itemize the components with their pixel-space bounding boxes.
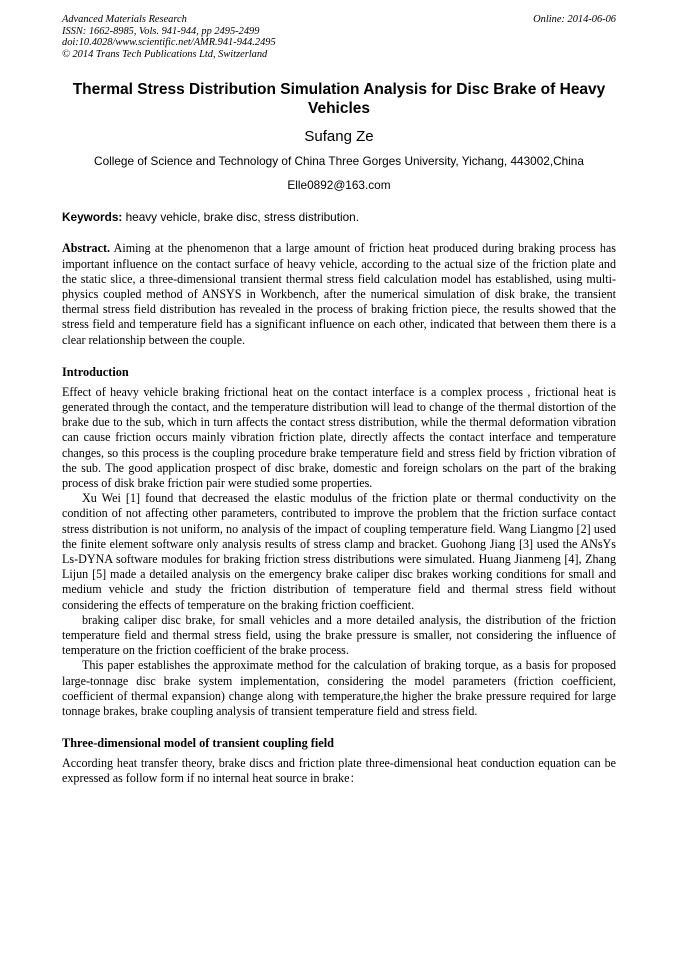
abstract-text: Aiming at the phenomenon that a large amount of friction heat produced during braking process has important influence on the contact surface of heavy vehicle, according to the actual size of the friction plate and the static slice, a three-dimensional transient thermal stress field calculation model has established, using multi-physics coupled method of ANSYS in Workbench, after the numerical simulation of disk brake, the transient thermal stress field distribution has revealed in the process of braking friction piece, the results showed that the stress field and temperature field has a significant influence on each other, indicated that between them there is a clear relationship between the couple.	[62, 241, 616, 347]
keywords-text: heavy vehicle, brake disc, stress distribution.	[122, 210, 360, 225]
intro-paragraph-4: This paper establishes the approximate method for the calculation of braking torque, as a basis for proposed large-tonnage disc brake system implementation, considering the model parameters (friction coefficient, coefficient of thermal expansion) change along with temperature,the higher the brake pressure required for large tonnage brakes, brake coupling analysis of transient temperature field and stress field.	[62, 658, 616, 719]
section-heading-model: Three-dimensional model of transient coupling field	[62, 736, 335, 751]
journal-issn: ISSN: 1662-8985, Vols. 941-944, pp 2495-2499	[62, 25, 260, 37]
abstract-label: Abstract.	[62, 241, 111, 256]
intro-paragraph-2: Xu Wei [1] found that decreased the elastic modulus of the friction plate or thermal conductivity on the condition of not affecting other parameters, contributed to improve the problem that the friction surface contact stress distribution is not uniform, no analysis of the impact of coupling temperature field. Wang Liangmo [2] used the finite element software only analysis results of stress clamp and bracket. Guohong Jiang [3] used the ANsYs Ls-DYNA software modules for braking friction stress distributions were simulated. Huang Jianmeng [4], Zhang Lijun [5] made a detailed analysis on the emergency brake caliper disc brakes working conditions for small and medium vehicle and study the friction distribution of temperature field and thermal stress field without considering the effects of temperature on the braking friction coefficient.	[62, 491, 616, 612]
journal-name: Advanced Materials Research	[62, 14, 187, 25]
online-date: Online: 2014-06-06	[533, 14, 616, 25]
keywords-label: Keywords:	[62, 210, 123, 225]
intro-paragraph-3: braking caliper disc brake, for small vehicles and a more detailed analysis, the distribution of the friction temperature field and thermal stress field, using the brake pressure is smaller, not considering the influence of temperature on the friction coefficient of the brake process.	[62, 612, 616, 658]
journal-header	[62, 14, 616, 60]
author-name: Sufang Ze	[304, 128, 374, 146]
paper-title: Thermal Stress Distribution Simulation Analysis for Disc Brake of Heavy Vehicles	[72, 81, 606, 118]
keywords	[62, 210, 616, 224]
abstract	[62, 241, 616, 347]
intro-paragraph-1: Effect of heavy vehicle braking frictional heat on the contact interface is a complex process , frictional heat is generated through the contact, and the temperature distribution will lead to change of the thermal distortion of the brake due to the sub, which in turn affects the contact stress distribution, while the thermal deformation vibration can cause friction occurs mainly vibration friction plate, directly affects the contact interface and temperature changes, so this process is the coupling procedure brake temperature field and stress field by friction vibration of the sub. The good application prospect of disc brake, domestic and foreign scholars on the part of the braking process of disk brake friction pair were studied some properties.	[62, 384, 616, 491]
author-email: Elle0892@163.com	[287, 178, 391, 193]
author-affiliation: College of Science and Technology of China Three Gorges University, Yichang, 443002,China	[94, 154, 584, 169]
journal-copyright: © 2014 Trans Tech Publications Ltd, Switzerland	[62, 48, 268, 60]
model-paragraph-1: According heat transfer theory, brake discs and friction plate three-dimensional heat conduction equation can be expressed as follow form if no internal heat source in brake：	[62, 756, 616, 786]
section-heading-introduction: Introduction	[62, 364, 129, 379]
journal-doi: doi:10.4028/www.scientific.net/AMR.941-944.2495	[62, 37, 276, 49]
